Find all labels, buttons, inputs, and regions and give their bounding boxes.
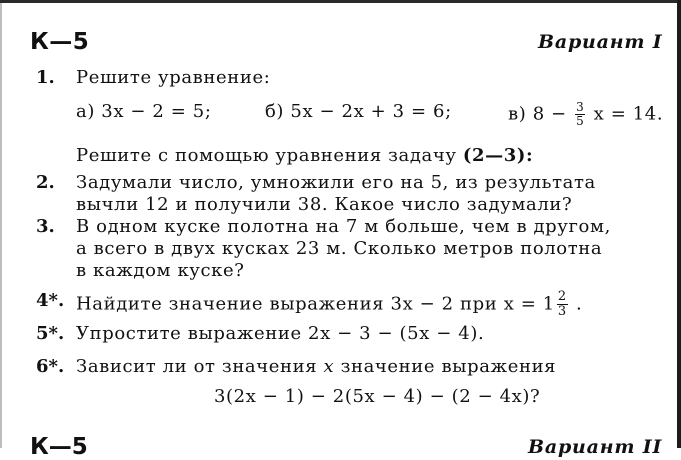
page-edge-top <box>0 0 681 3</box>
task-3-line-2: а всего в двух кусках 23 м. Сколько метров полотна <box>76 238 603 259</box>
task-1c-label: в) <box>508 103 527 125</box>
task-6-variable: x <box>323 356 335 377</box>
task-4-when: при <box>460 293 498 315</box>
task-1a-equation: 3x − 2 = 5; <box>101 101 212 122</box>
task-2-number: 2. <box>36 172 55 193</box>
task-1b-label: б) <box>265 101 285 122</box>
section-intro <box>76 145 533 167</box>
page-edge-left <box>0 0 2 448</box>
section-intro-range: (2—3): <box>462 145 534 166</box>
page-edge-right <box>677 0 681 448</box>
next-variant-title: Вариант II <box>528 436 663 458</box>
task-4-variable: x = 1 <box>503 293 555 315</box>
task-4-text: Найдите значение выражения <box>76 293 385 315</box>
task-4 <box>76 290 582 319</box>
variant-title: Вариант I <box>538 31 663 53</box>
task-1b <box>265 101 452 123</box>
task-5-expression: 2x − 3 − (5x − 4). <box>308 323 485 344</box>
task-1c-fraction-numerator: 3 <box>576 100 585 114</box>
task-6 <box>76 356 556 378</box>
task-5-number: 5*. <box>36 323 65 344</box>
task-4-fraction-denominator: 3 <box>557 304 567 319</box>
task-1a <box>76 101 212 123</box>
task-6-number: 6*. <box>36 356 65 377</box>
task-2-line-2: вычли 12 и получили 38. Какое число задумали? <box>76 194 573 215</box>
task-1a-label: а) <box>76 101 95 122</box>
task-1c-fraction <box>575 101 585 128</box>
section-intro-text: Решите с помощью уравнения задачу <box>76 145 457 166</box>
task-3-line-1: В одном куске полотна на 7 м больше, чем в другом, <box>76 216 611 237</box>
test-code: К—5 <box>30 29 90 55</box>
task-2-line-1: Задумали число, умножили его на 5, из результата <box>76 172 596 193</box>
task-1c-fraction-denominator: 5 <box>576 114 585 128</box>
task-4-expression: 3x − 2 <box>390 293 454 315</box>
task-1c-post: x = 14. <box>593 103 664 125</box>
task-5-text: Упростите выражение <box>76 323 302 344</box>
task-4-value <box>504 290 570 319</box>
task-6-text-pre: Зависит ли от значения <box>76 356 318 377</box>
next-test-code: К—5 <box>30 434 88 460</box>
task-3-number: 3. <box>36 216 55 237</box>
task-1b-equation: 5x − 2x + 3 = 6; <box>290 101 452 122</box>
task-1-text: Решите уравнение: <box>76 67 271 88</box>
task-1c <box>508 101 663 128</box>
task-6-text-post: значение выражения <box>340 356 557 377</box>
task-6-expression: 3(2x − 1) − 2(5x − 4) − (2 − 4x)? <box>214 386 541 407</box>
task-1c-pre: 8 − <box>532 103 567 125</box>
task-1-number: 1. <box>36 67 55 88</box>
task-3-line-3: в каждом куске? <box>76 260 245 281</box>
task-5 <box>76 323 484 345</box>
task-4-fraction-numerator: 2 <box>557 289 567 304</box>
task-4-number: 4*. <box>36 290 65 311</box>
task-4-fraction <box>557 290 568 319</box>
task-4-end: . <box>576 293 583 315</box>
